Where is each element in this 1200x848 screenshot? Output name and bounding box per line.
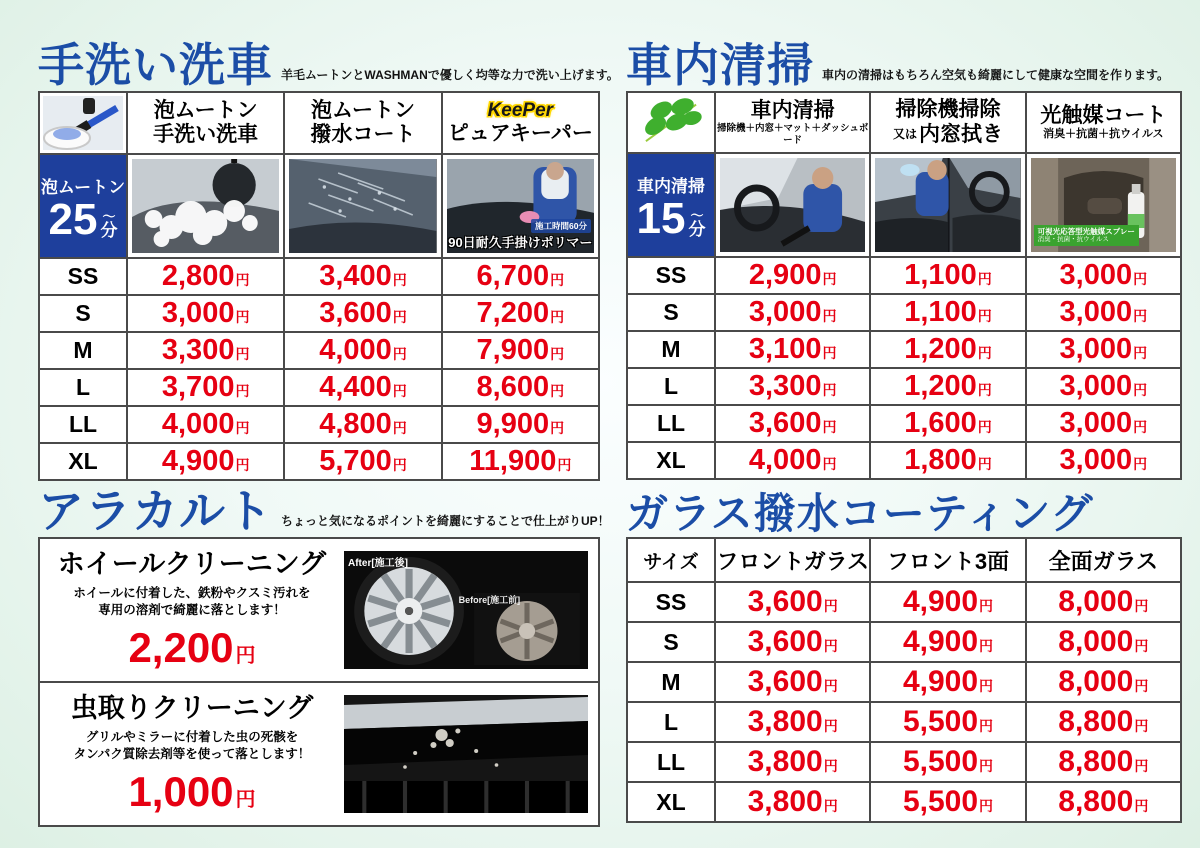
bug-cleaning-item [40,681,598,825]
hand-wash-header [38,34,619,92]
price-cell: 3,000円 [1026,368,1181,405]
size-label: S [627,622,715,662]
badge-duration [40,194,126,244]
price-cell: 4,000円 [127,406,284,443]
hand-wash-col3-header [442,92,599,154]
hand-wash-col1-header [127,92,284,154]
size-label: SS [627,257,715,294]
spray-photo-cell [1026,153,1181,257]
vacuum-photo-cell [715,153,870,257]
price-cell: 4,000円 [715,442,870,479]
mouton-brush-icon [43,96,123,150]
price-cell: 3,000円 [1026,331,1181,368]
col-header-all: 全面ガラス [1026,538,1181,582]
mouton-brush-photo-cell [39,92,127,154]
col-label-line2: 又は内窓拭き [892,122,1003,146]
price-row [39,332,599,369]
item-name: 虫取りクリーニング [70,692,314,723]
price-cell: 3,600円 [715,405,870,442]
price-cell: 3,000円 [127,295,284,332]
col-label: 泡ムートン [153,98,258,122]
price-cell: 3,300円 [127,332,284,369]
price-cell: 3,600円 [715,622,870,662]
foam-wash-photo-cell [127,154,284,258]
size-label: S [627,294,715,331]
alacarte-header [38,480,610,538]
price-row [627,582,1181,622]
tilde: 〜 [102,208,116,224]
price-cell: 5,500円 [870,742,1025,782]
size-label: M [627,662,715,702]
size-label: LL [627,742,715,782]
price-cell: 8,800円 [1026,782,1181,822]
size-label: XL [39,443,127,480]
alacarte-title: アラカルト [38,485,273,538]
price-row [39,258,599,295]
spray-label: 可視光応答型光触媒スプレー 消臭・抗菌・抗ウイルス [1034,225,1139,247]
price-cell: 3,700円 [127,369,284,406]
bug-cleaning-text [40,692,344,816]
price-cell: 2,900円 [715,257,870,294]
col-label: 撥水コート [310,123,416,146]
wheel-before-after-photo [344,551,588,669]
item-price: 1,000 円 [128,768,256,816]
interior-header-row [627,92,1181,153]
size-label: LL [627,405,715,442]
price-cell: 7,200円 [442,295,599,332]
price-cell: 4,900円 [870,622,1025,662]
bug-removal-photo [344,695,588,813]
size-label: XL [627,442,715,479]
wheel-cleaning-text [40,548,344,672]
price-cell: 8,000円 [1026,622,1181,662]
price-cell: 4,900円 [870,662,1025,702]
price-row [627,331,1181,368]
price-cell: 8,600円 [442,369,599,406]
price-row [39,406,599,443]
glass-price-table [626,537,1182,823]
interior-subtitle: 車内の清掃はもちろん空気も綺麗にして健康な空間を作ります。 [822,68,1170,82]
price-cell: 5,500円 [870,782,1025,822]
photocatalyst-spray-photo [1031,158,1176,252]
duration-badge [39,154,127,258]
polymer-photo-cell [442,154,599,258]
price-cell: 6,700円 [442,258,599,295]
price-cell: 8,800円 [1026,742,1181,782]
price-cell: 5,500円 [870,702,1025,742]
price-cell: 1,100円 [870,257,1025,294]
water-repellent-photo-cell [284,154,441,258]
hand-wash-photo-row [39,154,599,258]
price-cell: 8,000円 [1026,662,1181,702]
alacarte-section [38,480,610,827]
price-cell: 9,900円 [442,406,599,443]
price-cell: 7,900円 [442,332,599,369]
item-description: グリルやミラーに付着した虫の死骸を タンパク質除去剤等を使って落とします！ [73,729,311,761]
size-label: L [627,368,715,405]
price-cell: 8,800円 [1026,702,1181,742]
size-label: LL [39,406,127,443]
col-label: ピュアキーパー [447,121,593,145]
glass-header-row [627,538,1181,582]
duration-badge [627,153,715,257]
alacarte-subtitle: ちょっと気になるポイントを綺麗にすることで仕上がりUP！ [281,514,610,528]
size-label: SS [627,582,715,622]
mouton-brush-photo [43,96,123,150]
badge-minutes: 15 [636,193,686,243]
price-cell: 4,900円 [870,582,1025,622]
size-label: L [627,702,715,742]
interior-cleaning-section [626,34,1182,480]
item-price: 2,200 円 [128,624,256,672]
price-cell: 3,400円 [284,258,441,295]
interior-title: 車内清掃 [626,39,814,92]
col-label: 車内清掃 [750,99,835,123]
price-row [39,295,599,332]
size-label: XL [627,782,715,822]
price-cell: 3,600円 [284,295,441,332]
col-label: 光触媒コート [1040,103,1167,127]
price-cell: 3,100円 [715,331,870,368]
price-row [627,442,1181,479]
water-repellent-photo [289,159,436,253]
price-cell: 3,800円 [715,742,870,782]
col-label: 手洗い洗車 [153,123,259,146]
price-row [39,443,599,480]
item-name: ホイールクリーニング [57,548,327,579]
hand-wash-subtitle: 羊毛ムートンとWASHMANで優しく均等な力で洗い上げます。 [281,68,619,82]
price-cell: 3,000円 [1026,294,1181,331]
price-cell: 3,600円 [715,662,870,702]
badge-label: 泡ムートン [40,177,126,197]
item-description: ホイールに付着した、鉄粉やクスミ汚れを 専用の溶剤で綺麗に落とします！ [73,585,311,617]
price-cell: 4,400円 [284,369,441,406]
interior-col1-header [715,92,870,153]
price-row [627,257,1181,294]
wiping-photo-cell [870,153,1025,257]
price-row [627,782,1181,822]
price-cell: 4,900円 [127,443,284,480]
size-label: SS [39,258,127,295]
window-wiping-photo [875,158,1020,252]
glass-header [626,480,1182,538]
price-cell: 8,000円 [1026,582,1181,622]
price-cell: 4,800円 [284,406,441,443]
tilde: 〜 [690,207,704,223]
hand-wash-price-table [38,91,600,481]
vacuum-cleaning-photo [720,158,865,252]
glass-coating-section [626,480,1182,823]
keeper-logo: KeePer [487,99,554,121]
price-row [627,368,1181,405]
price-row [627,622,1181,662]
hand-wash-col2-header [284,92,441,154]
price-cell: 1,100円 [870,294,1025,331]
leaf-icon-cell [627,92,715,153]
price-cell: 5,700円 [284,443,441,480]
price-cell: 3,800円 [715,782,870,822]
price-cell: 1,200円 [870,331,1025,368]
price-cell: 1,200円 [870,368,1025,405]
price-cell: 3,000円 [715,294,870,331]
before-label: Before[施工前] [458,595,521,606]
minute-unit: 分 [688,220,706,240]
size-label: M [39,332,127,369]
polymer-coating-photo [447,159,594,253]
price-cell: 3,000円 [1026,257,1181,294]
price-cell: 3,300円 [715,368,870,405]
hand-wash-section [38,34,619,481]
interior-header [626,34,1182,92]
price-row [39,369,599,406]
leaf-icon [632,93,710,147]
col-label: 掃除機掃除 [895,98,1001,122]
col-header-size: サイズ [627,538,715,582]
price-row [627,702,1181,742]
col-sublabel: 掃除機＋内窓＋マット＋ダッシュボード [716,123,869,146]
price-cell: 11,900円 [442,443,599,480]
polymer-caption: 90日耐久手掛けポリマー [448,235,593,250]
minute-unit: 分 [100,221,118,241]
size-label: L [39,369,127,406]
col-sublabel: 消臭＋抗菌＋抗ウイルス [1043,127,1164,140]
price-cell: 1,600円 [870,405,1025,442]
interior-col3-header [1026,92,1181,153]
price-cell: 1,800円 [870,442,1025,479]
price-row [627,662,1181,702]
duration-caption: 施工時間60分 [531,219,591,233]
glass-title: ガラス撥水コーティング [626,490,1094,538]
price-row [627,405,1181,442]
alacarte-box [38,537,600,827]
col-label: 泡ムートン [311,98,415,122]
price-row [627,742,1181,782]
size-label: M [627,331,715,368]
price-cell: 3,800円 [715,702,870,742]
wheel-cleaning-item [40,539,598,681]
after-label: After[施工後] [348,558,408,569]
price-row [627,294,1181,331]
col-header-front: フロントガラス [715,538,870,582]
interior-price-table [626,91,1182,480]
hand-wash-title: 手洗い洗車 [38,39,273,92]
size-label: S [39,295,127,332]
price-cell: 3,600円 [715,582,870,622]
price-cell: 2,800円 [127,258,284,295]
interior-col2-header [870,92,1025,153]
badge-duration [628,193,714,243]
price-cell: 4,000円 [284,332,441,369]
badge-minutes: 25 [48,194,98,244]
price-cell: 3,000円 [1026,405,1181,442]
foam-wash-photo [132,159,279,253]
price-cell: 3,000円 [1026,442,1181,479]
interior-photo-row [627,153,1181,257]
hand-wash-header-row [39,92,599,154]
col-header-front3: フロント3面 [870,538,1025,582]
badge-label: 車内清掃 [637,176,705,196]
